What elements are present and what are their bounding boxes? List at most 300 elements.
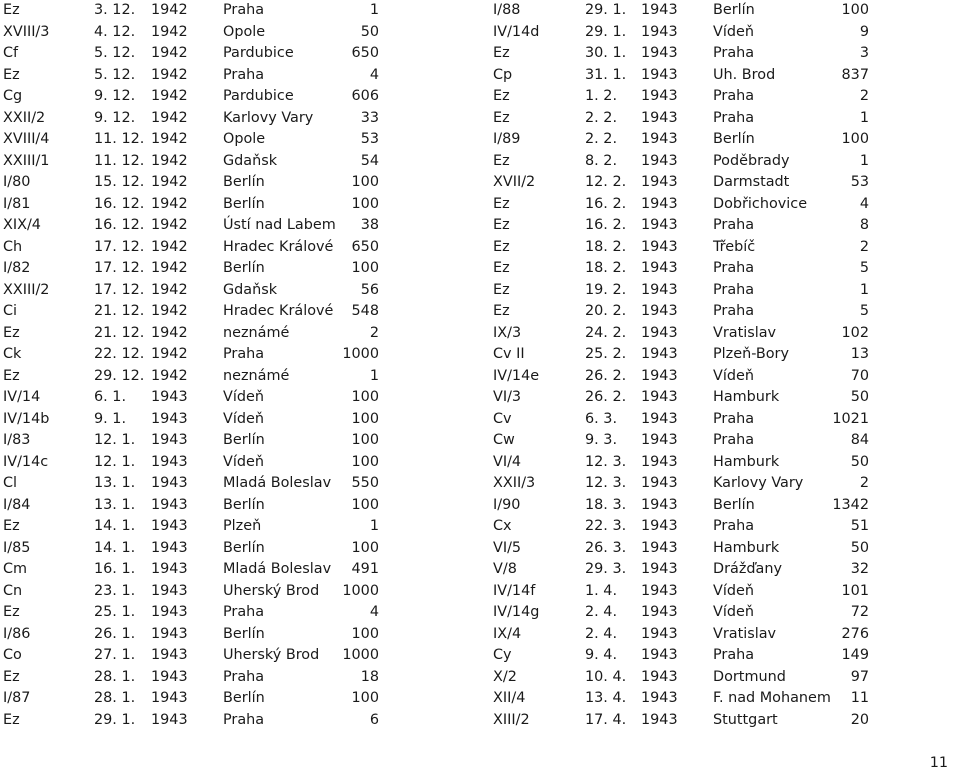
person-count: 1 (369, 518, 379, 534)
departure-year: 1943 (641, 690, 678, 706)
person-count: 50 (360, 23, 379, 40)
departure-year: 1942 (151, 217, 188, 233)
destination: Plzeň-Bory (713, 346, 789, 362)
departure-date: 23. 1. (94, 582, 136, 599)
person-count: 550 (351, 475, 379, 491)
transport-code: Ci (3, 303, 18, 319)
departure-year: 1943 (641, 625, 678, 642)
destination: Praha (713, 303, 755, 319)
destination: Dobřichovice (713, 195, 808, 212)
departure-year: 1943 (151, 496, 188, 513)
transport-code: Cy (493, 647, 512, 663)
departure-year: 1943 (641, 281, 678, 298)
departure-year: 1942 (151, 88, 188, 104)
departure-year: 1943 (151, 389, 188, 405)
person-count: 100 (351, 432, 379, 448)
departure-year: 1943 (641, 217, 678, 233)
destination: Praha (223, 604, 265, 620)
transport-code: XVII/2 (493, 174, 536, 190)
departure-year: 1943 (151, 668, 188, 685)
person-count: 4 (859, 195, 869, 212)
transport-code: XVIII/4 (3, 131, 50, 147)
person-count: 8 (859, 217, 869, 233)
person-count: 100 (351, 539, 379, 556)
destination: Uherský Brod (223, 582, 320, 599)
departure-date: 30. 1. (585, 45, 627, 61)
departure-date: 9. 12. (94, 109, 136, 126)
destination: Berlín (713, 131, 755, 147)
departure-date: 1. 2. (585, 88, 618, 104)
transport-code: Ez (3, 324, 20, 341)
departure-date: 29. 1. (585, 2, 627, 18)
departure-date: 12. 2. (585, 174, 627, 190)
transport-code: XII/4 (493, 690, 526, 706)
destination: Berlín (713, 2, 755, 18)
transport-code: I/80 (3, 174, 31, 190)
destination: Praha (713, 647, 755, 663)
departure-year: 1943 (641, 152, 678, 169)
destination: Vídeň (713, 367, 754, 384)
transport-code: Ck (3, 346, 22, 362)
departure-date: 12. 3. (585, 453, 627, 470)
person-count: 491 (351, 561, 379, 577)
departure-year: 1943 (641, 518, 678, 534)
departure-date: 16. 2. (585, 217, 627, 233)
transport-code: XXIII/1 (3, 152, 50, 169)
departure-year: 1943 (641, 389, 678, 405)
departure-date: 21. 12. (94, 303, 145, 319)
destination: Vídeň (713, 582, 754, 599)
person-count: 11 (850, 690, 869, 706)
departure-year: 1943 (641, 410, 678, 427)
destination: Mladá Boleslav (223, 475, 332, 491)
transport-code: Ez (493, 260, 510, 276)
transport-code: Cp (493, 66, 513, 83)
departure-year: 1942 (151, 367, 188, 384)
departure-date: 2. 4. (585, 604, 618, 620)
transport-code: IV/14c (3, 453, 49, 470)
destination: Opole (223, 23, 266, 40)
destination: Plzeň (223, 518, 262, 534)
departure-date: 12. 1. (94, 432, 136, 448)
departure-year: 1943 (151, 711, 188, 728)
departure-year: 1942 (151, 303, 188, 319)
departure-year: 1943 (151, 625, 188, 642)
departure-date: 9. 3. (585, 432, 618, 448)
transport-code: XVIII/3 (3, 23, 50, 40)
person-count: 1 (859, 109, 869, 126)
transport-code: I/89 (493, 131, 521, 147)
departure-date: 26. 1. (94, 625, 136, 642)
destination: Darmstadt (713, 174, 790, 190)
departure-year: 1943 (151, 410, 188, 427)
departure-date: 25. 1. (94, 604, 136, 620)
departure-year: 1943 (641, 346, 678, 362)
departure-year: 1943 (151, 647, 188, 663)
departure-date: 26. 2. (585, 389, 627, 405)
destination: Berlín (713, 496, 755, 513)
departure-year: 1942 (151, 109, 188, 126)
departure-year: 1943 (641, 88, 678, 104)
transport-code: IV/14d (493, 23, 540, 40)
destination: Vídeň (223, 389, 264, 405)
destination: Berlín (223, 174, 265, 190)
transport-code: Cv II (493, 346, 525, 362)
departure-year: 1943 (641, 45, 678, 61)
transport-code: Ez (3, 604, 20, 620)
destination: Berlín (223, 260, 265, 276)
departure-date: 2. 2. (585, 109, 618, 126)
transport-code: Ez (3, 66, 20, 83)
departure-date: 31. 1. (585, 66, 627, 83)
person-count: 1 (369, 2, 379, 18)
transport-code: Cl (3, 475, 18, 491)
transport-code: I/81 (3, 195, 31, 212)
departure-year: 1942 (151, 260, 188, 276)
destination: Hamburk (713, 389, 780, 405)
destination: Praha (713, 88, 755, 104)
destination: neznámé (223, 367, 290, 384)
destination: Hamburk (713, 453, 780, 470)
departure-year: 1943 (151, 432, 188, 448)
person-count: 100 (351, 195, 379, 212)
departure-date: 12. 3. (585, 475, 627, 491)
transport-code: XXII/2 (3, 109, 46, 126)
person-count: 837 (841, 66, 869, 83)
destination: Praha (223, 2, 265, 18)
destination: Gdaňsk (223, 281, 278, 298)
transport-code: VI/4 (493, 453, 522, 470)
destination: Praha (713, 281, 755, 298)
departure-date: 19. 2. (585, 281, 627, 298)
person-count: 54 (360, 152, 379, 169)
departure-date: 4. 12. (94, 23, 136, 40)
departure-date: 29. 3. (585, 561, 627, 577)
transport-code: Cm (3, 561, 28, 577)
destination: Hradec Králové (223, 303, 334, 319)
departure-year: 1943 (641, 496, 678, 513)
destination: Berlín (223, 195, 265, 212)
destination: Karlovy Vary (223, 109, 314, 126)
destination: Berlín (223, 496, 265, 513)
departure-date: 28. 1. (94, 668, 136, 685)
destination: Vídeň (713, 604, 754, 620)
departure-year: 1943 (641, 582, 678, 599)
departure-date: 10. 4. (585, 668, 627, 685)
departure-date: 14. 1. (94, 539, 136, 556)
transport-code: Ez (3, 518, 20, 534)
person-count: 102 (841, 324, 869, 341)
transport-code: XXIII/2 (3, 281, 50, 298)
destination: Pardubice (223, 88, 294, 104)
person-count: 72 (850, 604, 869, 620)
departure-year: 1943 (151, 604, 188, 620)
person-count: 53 (850, 174, 869, 190)
departure-year: 1943 (641, 711, 678, 728)
destination: Vratislav (713, 625, 777, 642)
person-count: 100 (351, 453, 379, 470)
departure-date: 11. 12. (94, 131, 145, 147)
person-count: 84 (850, 432, 869, 448)
transport-code: Ez (493, 195, 510, 212)
destination: Praha (713, 518, 755, 534)
person-count: 100 (351, 260, 379, 276)
destination: Uh. Brod (713, 66, 776, 83)
destination: Drážďany (713, 561, 782, 577)
transport-code: IV/14e (493, 367, 540, 384)
transport-code: Ez (493, 152, 510, 169)
departure-date: 29. 1. (94, 711, 136, 728)
departure-date: 2. 2. (585, 131, 618, 147)
person-count: 1342 (832, 496, 869, 513)
person-count: 149 (841, 647, 869, 663)
destination: Praha (713, 260, 755, 276)
destination: Berlín (223, 690, 265, 706)
person-count: 50 (850, 539, 869, 556)
departure-date: 26. 2. (585, 367, 627, 384)
person-count: 70 (850, 367, 869, 384)
transport-code: I/85 (3, 539, 31, 556)
person-count: 6 (369, 711, 379, 728)
transport-code: Cf (3, 45, 19, 61)
person-count: 1 (859, 152, 869, 169)
person-count: 9 (859, 23, 869, 40)
destination: Praha (223, 66, 265, 83)
transport-code: Ez (493, 303, 510, 319)
destination: Mladá Boleslav (223, 561, 332, 577)
departure-date: 18. 3. (585, 496, 627, 513)
transport-code: V/8 (493, 561, 517, 577)
destination: F. nad Mohanem (713, 690, 831, 706)
transport-code: IX/3 (493, 324, 522, 341)
transport-code: IX/4 (493, 625, 522, 642)
transport-code: Cw (493, 432, 515, 448)
person-count: 100 (351, 496, 379, 513)
departure-date: 18. 2. (585, 260, 627, 276)
destination: Uherský Brod (223, 647, 320, 663)
departure-date: 6. 1. (94, 389, 127, 405)
departure-year: 1943 (641, 260, 678, 276)
transport-code: XXII/3 (493, 475, 536, 491)
person-count: 276 (841, 625, 869, 642)
departure-year: 1943 (151, 453, 188, 470)
transport-code: Cx (493, 518, 512, 534)
destination: Gdaňsk (223, 152, 278, 169)
person-count: 1000 (342, 346, 379, 362)
transport-code: I/87 (3, 690, 31, 706)
departure-year: 1942 (151, 66, 188, 83)
departure-year: 1943 (641, 66, 678, 83)
departure-date: 9. 12. (94, 88, 136, 104)
departure-date: 17. 4. (585, 711, 627, 728)
departure-date: 13. 1. (94, 475, 136, 491)
departure-year: 1942 (151, 23, 188, 40)
departure-date: 1. 4. (585, 582, 618, 599)
person-count: 1000 (342, 647, 379, 663)
person-count: 650 (351, 238, 379, 255)
destination: Vratislav (713, 324, 777, 341)
person-count: 2 (859, 238, 869, 255)
person-count: 3 (859, 45, 869, 61)
departure-year: 1943 (641, 432, 678, 448)
departure-year: 1942 (151, 2, 188, 18)
departure-year: 1942 (151, 195, 188, 212)
departure-date: 26. 3. (585, 539, 627, 556)
departure-date: 13. 4. (585, 690, 627, 706)
departure-date: 11. 12. (94, 152, 145, 169)
person-count: 53 (360, 131, 379, 147)
transport-code: I/88 (493, 2, 521, 18)
destination: Hradec Králové (223, 238, 334, 255)
departure-date: 16. 2. (585, 195, 627, 212)
departure-year: 1943 (641, 303, 678, 319)
destination: Třebíč (713, 238, 756, 255)
departure-date: 16. 1. (94, 561, 136, 577)
departure-year: 1943 (151, 582, 188, 599)
person-count: 56 (360, 281, 379, 298)
departure-year: 1943 (641, 324, 678, 341)
transport-code: Co (3, 647, 22, 663)
departure-date: 27. 1. (94, 647, 136, 663)
departure-year: 1943 (151, 690, 188, 706)
person-count: 100 (841, 2, 869, 18)
departure-year: 1943 (151, 539, 188, 556)
departure-year: 1942 (151, 281, 188, 298)
departure-year: 1943 (641, 561, 678, 577)
destination: Pardubice (223, 45, 294, 61)
person-count: 20 (850, 711, 869, 728)
departure-date: 28. 1. (94, 690, 136, 706)
transport-code: Ez (493, 45, 510, 61)
departure-year: 1943 (641, 131, 678, 147)
departure-date: 2. 4. (585, 625, 618, 642)
transport-code: I/86 (3, 625, 31, 642)
destination: Poděbrady (713, 152, 790, 169)
person-count: 4 (369, 604, 379, 620)
departure-year: 1942 (151, 152, 188, 169)
destination: Praha (223, 711, 265, 728)
person-count: 51 (850, 518, 869, 534)
destination: Praha (713, 45, 755, 61)
person-count: 5 (859, 303, 869, 319)
departure-year: 1943 (641, 367, 678, 384)
departure-year: 1942 (151, 45, 188, 61)
transport-code: Cv (493, 410, 512, 427)
transport-code: Ez (493, 88, 510, 104)
destination: Vídeň (713, 23, 754, 40)
departure-date: 6. 3. (585, 410, 618, 427)
departure-date: 29. 1. (585, 23, 627, 40)
destination: Vídeň (223, 453, 264, 470)
person-count: 1021 (832, 410, 869, 427)
transport-code: Ez (493, 217, 510, 233)
departure-year: 1942 (151, 238, 188, 255)
destination: Berlín (223, 539, 265, 556)
person-count: 101 (841, 582, 869, 599)
destination: Ústí nad Labem (223, 217, 336, 233)
transport-code: Ez (3, 668, 20, 685)
person-count: 33 (360, 109, 379, 126)
person-count: 100 (351, 174, 379, 190)
person-count: 2 (369, 324, 379, 341)
departure-year: 1943 (641, 668, 678, 685)
person-count: 1 (369, 367, 379, 384)
departure-date: 9. 1. (94, 410, 127, 427)
departure-date: 21. 12. (94, 324, 145, 341)
person-count: 548 (351, 303, 379, 319)
departure-date: 22. 12. (94, 346, 145, 362)
departure-date: 17. 12. (94, 238, 145, 255)
transport-code: IV/14g (493, 604, 540, 620)
departure-year: 1943 (641, 539, 678, 556)
departure-date: 15. 12. (94, 174, 145, 190)
departure-year: 1943 (641, 238, 678, 255)
person-count: 1 (859, 281, 869, 298)
person-count: 100 (351, 389, 379, 405)
departure-year: 1943 (151, 518, 188, 534)
person-count: 100 (351, 690, 379, 706)
person-count: 13 (850, 346, 869, 362)
transport-code: I/84 (3, 496, 31, 513)
transport-code: I/82 (3, 260, 31, 276)
transport-code: XIX/4 (3, 217, 41, 233)
departure-year: 1943 (641, 647, 678, 663)
person-count: 100 (841, 131, 869, 147)
departure-year: 1943 (151, 561, 188, 577)
departure-date: 20. 2. (585, 303, 627, 319)
person-count: 38 (360, 217, 379, 233)
transport-code: X/2 (493, 668, 517, 685)
person-count: 2 (859, 475, 869, 491)
person-count: 100 (351, 625, 379, 642)
departure-year: 1942 (151, 174, 188, 190)
departure-date: 8. 2. (585, 152, 618, 169)
departure-year: 1943 (641, 109, 678, 126)
transport-code: IV/14 (3, 389, 41, 405)
transport-code: IV/14f (493, 582, 536, 599)
destination: Berlín (223, 432, 265, 448)
transport-code: Ez (3, 2, 20, 18)
destination: Praha (713, 217, 755, 233)
departure-date: 17. 12. (94, 281, 145, 298)
departure-year: 1943 (641, 2, 678, 18)
transport-code: I/83 (3, 432, 31, 448)
transport-code: Ez (493, 109, 510, 126)
person-count: 18 (360, 668, 379, 685)
departure-year: 1943 (641, 23, 678, 40)
destination: Praha (713, 410, 755, 427)
departure-year: 1943 (641, 604, 678, 620)
person-count: 1000 (342, 582, 379, 599)
departure-date: 25. 2. (585, 346, 627, 362)
transport-code: Ez (3, 367, 20, 384)
departure-date: 3. 12. (94, 2, 136, 18)
departure-date: 18. 2. (585, 238, 627, 255)
departure-year: 1943 (641, 195, 678, 212)
person-count: 32 (850, 561, 869, 577)
departure-date: 12. 1. (94, 453, 136, 470)
departure-year: 1942 (151, 131, 188, 147)
person-count: 4 (369, 66, 379, 83)
person-count: 97 (850, 668, 869, 685)
departure-date: 5. 12. (94, 45, 136, 61)
destination: Praha (223, 668, 265, 685)
transport-code: Ez (493, 281, 510, 298)
destination: Opole (223, 131, 266, 147)
departure-year: 1943 (151, 475, 188, 491)
transport-code: Cn (3, 582, 23, 599)
person-count: 650 (351, 45, 379, 61)
